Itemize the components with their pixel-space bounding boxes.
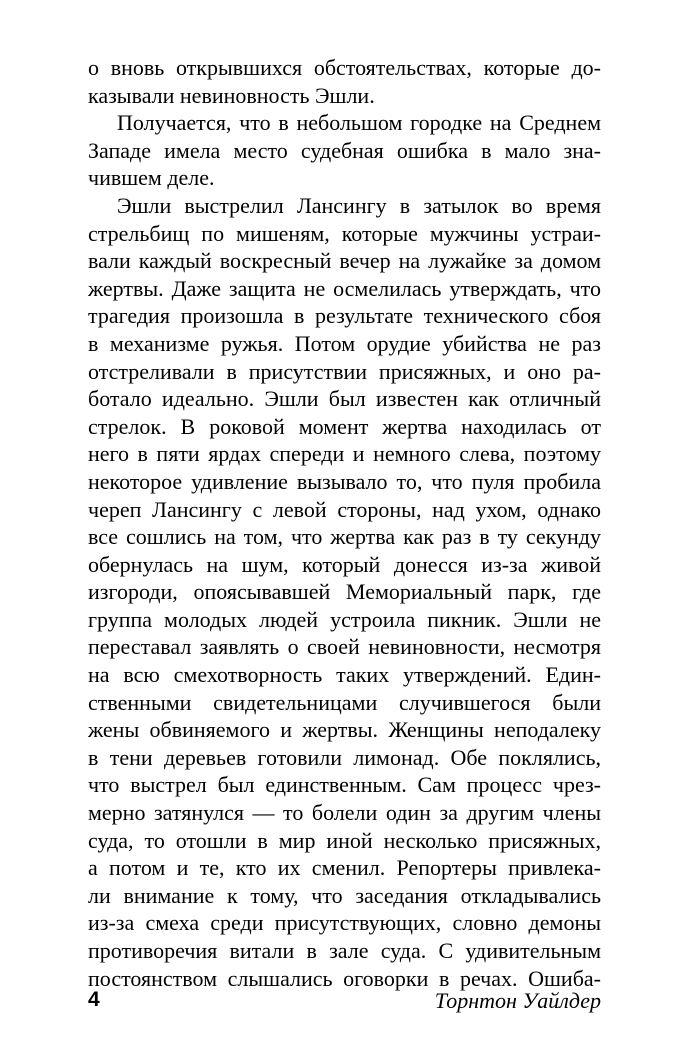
page-number: 4 <box>88 988 100 1011</box>
text-line: него в пяти ярдах спереди и немного слева, поэтому <box>88 441 601 467</box>
text-line: отстреливали в присутствии присяжных, и оно ра- <box>88 358 601 384</box>
text-line: постоянством слышались оговорки в речах. Ошиба- <box>88 965 601 991</box>
text-line: все сошлись на том, что жертва как раз в ту секунду <box>88 524 601 550</box>
text-line: ботало идеально. Эшли был известен как отличный <box>88 386 601 412</box>
text-line: вали каждый воскресный вечер на лужайке за домом <box>88 248 601 274</box>
text-line: что выстрел был единственным. Сам процесс чрез- <box>88 772 601 798</box>
text-line: на всю смехотворность таких утверждений. Един- <box>88 662 601 688</box>
text-line: чившем деле. <box>88 165 215 191</box>
text-line: противоречия витали в зале суда. С удивительным <box>88 938 601 963</box>
text-line: суда, то отошли в мир иной несколько присяжных, <box>88 827 601 853</box>
text-line: ли внимание к тому, что заседания откладывались <box>88 882 601 908</box>
text-line: обернулась на шум, который донесся из-за живой <box>88 551 601 577</box>
paragraph-1 <box>88 54 601 109</box>
text-line: переставал заявлять о своей невиновности, несмотря <box>88 634 601 660</box>
text-line: жены обвиняемого и жертвы. Женщины неподалеку <box>88 717 601 743</box>
running-footer-author: Торнтон Уайлдер <box>434 988 601 1013</box>
text-line: трагедия произошла в результате технического сбоя <box>88 303 601 329</box>
page-footer <box>88 988 601 1018</box>
text-line: изгороди, опоясывавшей Мемориальный парк, где <box>88 579 601 605</box>
text-line: некоторое удивление вызывало то, что пуля пробила <box>88 468 601 494</box>
paragraph-2 <box>88 109 601 192</box>
text-line: Получается, что в небольшом городке на Среднем <box>117 110 601 136</box>
text-line: о вновь открывшихся обстоятельствах, которые до- <box>88 55 601 80</box>
text-line: стрельбищ по мишеням, которые мужчины устраи- <box>88 220 601 246</box>
text-line: череп Лансингу с левой стороны, над ухом, однако <box>88 496 601 522</box>
text-line: Эшли выстрелил Лансингу в затылок во время <box>117 192 601 218</box>
text-line: мерно затянулся — то болели один за другим члены <box>88 800 601 826</box>
text-line: жертвы. Даже защита не осмелилась утверждать, что <box>88 275 601 301</box>
text-line: в тени деревьев готовили лимонад. Обе поклялись, <box>88 744 601 770</box>
paragraph-3 <box>88 192 601 992</box>
text-line: стрелок. В роковой момент жертва находилась от <box>88 413 601 439</box>
text-line: а потом и те, кто их сменил. Репортеры привлека- <box>88 855 601 881</box>
text-line: в механизме ружья. Потом орудие убийства не раз <box>88 330 601 356</box>
text-line: группа молодых людей устроила пикник. Эшли не <box>88 606 601 632</box>
text-line: Западе имела место судебная ошибка в мало зна- <box>88 137 601 163</box>
text-line: из-за смеха среди присутствующих, словно демоны <box>88 910 601 936</box>
text-line: ственными свидетельницами случившегося были <box>88 689 601 715</box>
page-body <box>88 54 601 992</box>
text-line: казывали невиновность Эшли. <box>88 82 375 108</box>
